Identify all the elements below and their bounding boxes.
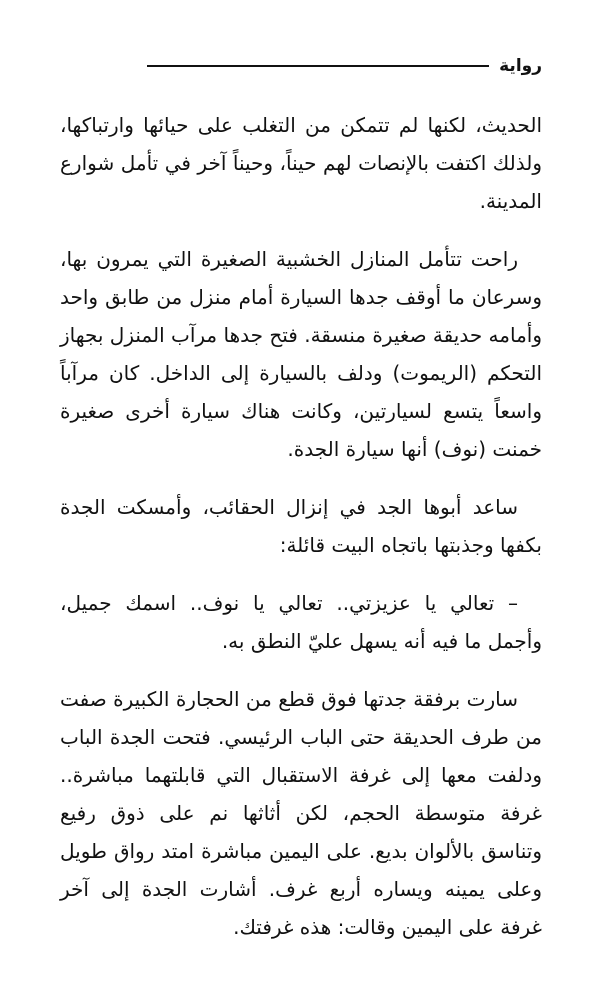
- paragraph-3: ساعد أبوها الجد في إنزال الحقائب، وأمسكت الجدة بكفها وجذبتها باتجاه البيت قائلة:: [60, 495, 542, 557]
- paragraph-gap: [60, 660, 542, 680]
- paragraph-2: راحت تتأمل المنازل الخشبية الصغيرة التي يمرون بها، وسرعان ما أوقف جدها السيارة أمام منزل من طابق واحد وأمامه حديقة صغيرة منسقة. فتح جدها مرآب المنزل بجهاز التحكم (الريموت) ودلف بالسيارة إلى الداخل. كان مرآباً واسعاً يتسع لسيارتين، وكانت هناك سيارة أخرى صغيرة خمنت (نوف) أنها سيارة الجدة.: [60, 247, 542, 461]
- paragraph-4: – تعالي يا عزيزتي.. تعالي يا نوف.. اسمك جميل، وأجمل ما فيه أنه يسهل عليّ النطق به.: [60, 591, 542, 653]
- paragraph-gap: [60, 564, 542, 584]
- paragraph-gap: [60, 468, 542, 488]
- paragraph-1: الحديث، لكنها لم تتمكن من التغلب على حيائها وارتباكها، ولذلك اكتفت بالإنصات لهم حيناً، وحيناً آخر في تأمل شوارع المدينة.: [60, 113, 542, 213]
- header-title: رواية: [499, 56, 542, 76]
- paragraph-gap: [60, 220, 542, 240]
- header-rule: [147, 65, 489, 67]
- paragraph-5: سارت برفقة جدتها فوق قطع من الحجارة الكبيرة صفت من طرف الحديقة حتى الباب الرئيسي. فتحت الجدة الباب ودلفت معها إلى غرفة الاستقبال التي قابلتهما مباشرة.. غرفة متوسطة الحجم، لكن أثاثها نم على ذوق رفيع وتناسق بالألوان بديع. على اليمين مباشرة امتد رواق طويل وعلى يمينه ويساره أربع غرف. أشارت الجدة إلى آخر غرفة على اليمين وقالت: هذه غرفتك.: [60, 687, 542, 939]
- text-body: [60, 106, 542, 946]
- page-header: [62, 50, 542, 82]
